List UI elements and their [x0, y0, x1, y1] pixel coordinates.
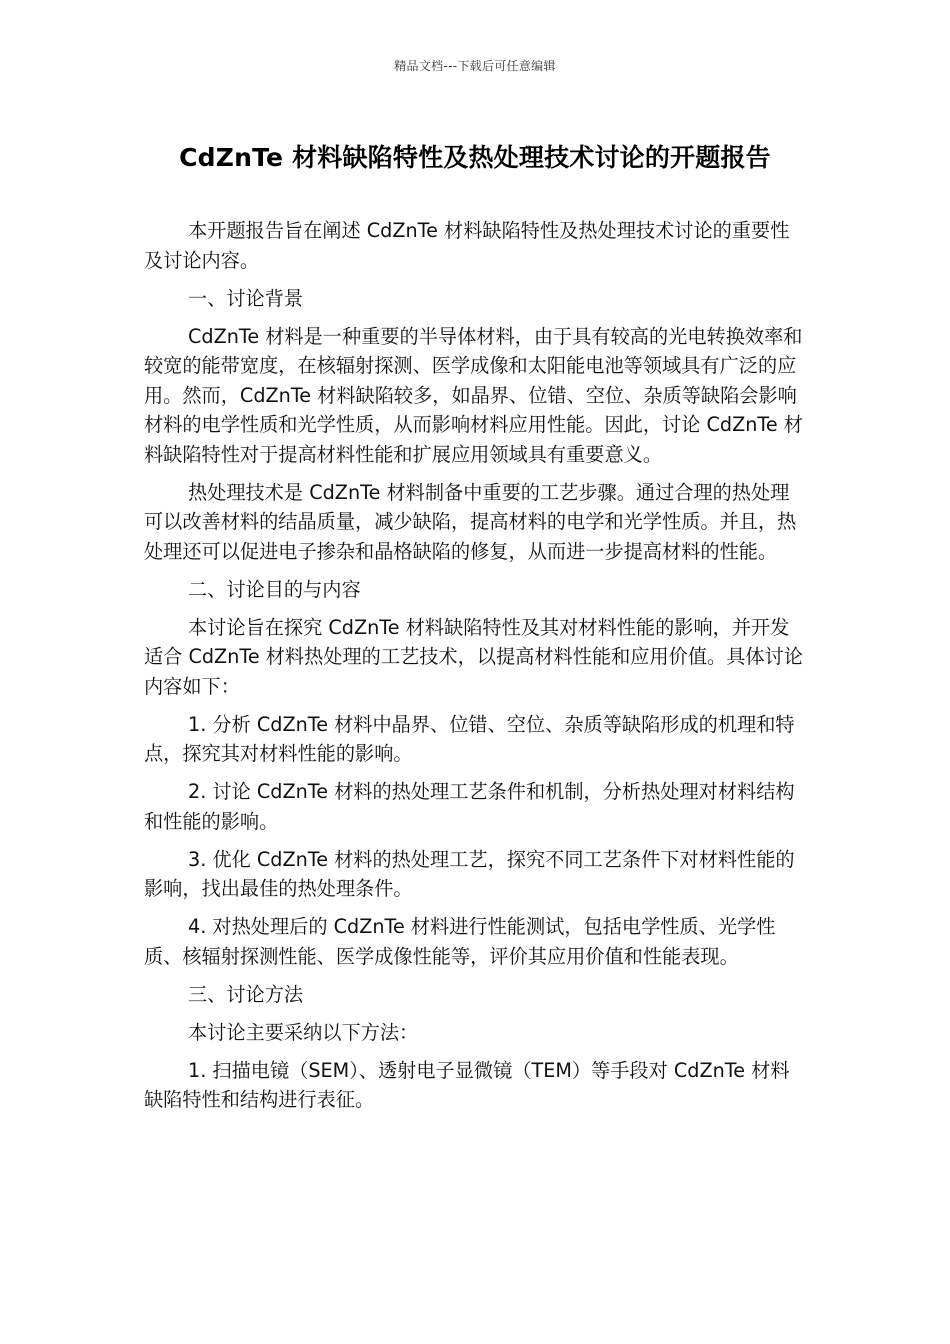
- section-heading-methods: 三、讨论方法: [188, 982, 304, 1006]
- content-item-1: 1. 分析 CdZnTe 材料中晶界、位错、空位、杂质等缺陷形成的机理和特点，探究其对材料性能的影响。: [144, 712, 795, 765]
- methods-intro: 本讨论主要采纳以下方法：: [188, 1020, 419, 1044]
- document-title: CdZnTe 材料缺陷特性及热处理技术讨论的开题报告: [179, 143, 771, 172]
- heat-treatment-paragraph: 热处理技术是 CdZnTe 材料制备中重要的工艺步骤。通过合理的热处理可以改善材料的结晶质量，减少缺陷，提高材料的电学和光学性质。并且，热处理还可以促进电子掺杂和晶格缺陷的修复，从而进一步提高材料的性能。: [144, 480, 797, 563]
- content-item-3: 3. 优化 CdZnTe 材料的热处理工艺，探究不同工艺条件下对材料性能的影响，找出最佳的热处理条件。: [144, 847, 795, 900]
- background-paragraph: CdZnTe 材料是一种重要的半导体材料，由于具有较高的光电转换效率和较宽的能带宽度，在核辐射探测、医学成像和太阳能电池等领域具有广泛的应用。然而，CdZnTe 材料缺陷较多，如晶界、位错、空位、杂质等缺陷会影响材料的电学性质和光学性质，从而影响材料应用性能。因此，讨论 CdZnTe 材料缺陷特性对于提高材料性能和扩展应用领域具有重要意义。: [144, 324, 803, 466]
- method-item-1: 1. 扫描电镜（SEM）、透射电子显微镜（TEM）等手段对 CdZnTe 材料缺陷特性和结构进行表征。: [144, 1058, 790, 1111]
- content-item-4: 4. 对热处理后的 CdZnTe 材料进行性能测试，包括电学性质、光学性质、核辐射探测性能、医学成像性能等，评价其应用价值和性能表现。: [144, 915, 776, 968]
- section-heading-purpose: 二、讨论目的与内容: [188, 577, 361, 601]
- content-item-2: 2. 讨论 CdZnTe 材料的热处理工艺条件和机制，分析热处理对材料结构和性能的影响。: [144, 780, 795, 833]
- purpose-paragraph: 本讨论旨在探究 CdZnTe 材料缺陷特性及其对材料性能的影响，并开发适合 CdZnTe 材料热处理的工艺技术，以提高材料性能和应用价值。具体讨论内容如下：: [144, 615, 803, 698]
- section-heading-background: 一、讨论背景: [188, 286, 304, 310]
- page-header: 精品文档---下载后可任意编辑: [394, 59, 556, 73]
- document-body: [144, 216, 806, 1123]
- intro-paragraph: 本开题报告旨在阐述 CdZnTe 材料缺陷特性及热处理技术讨论的重要性及讨论内容。: [144, 219, 790, 272]
